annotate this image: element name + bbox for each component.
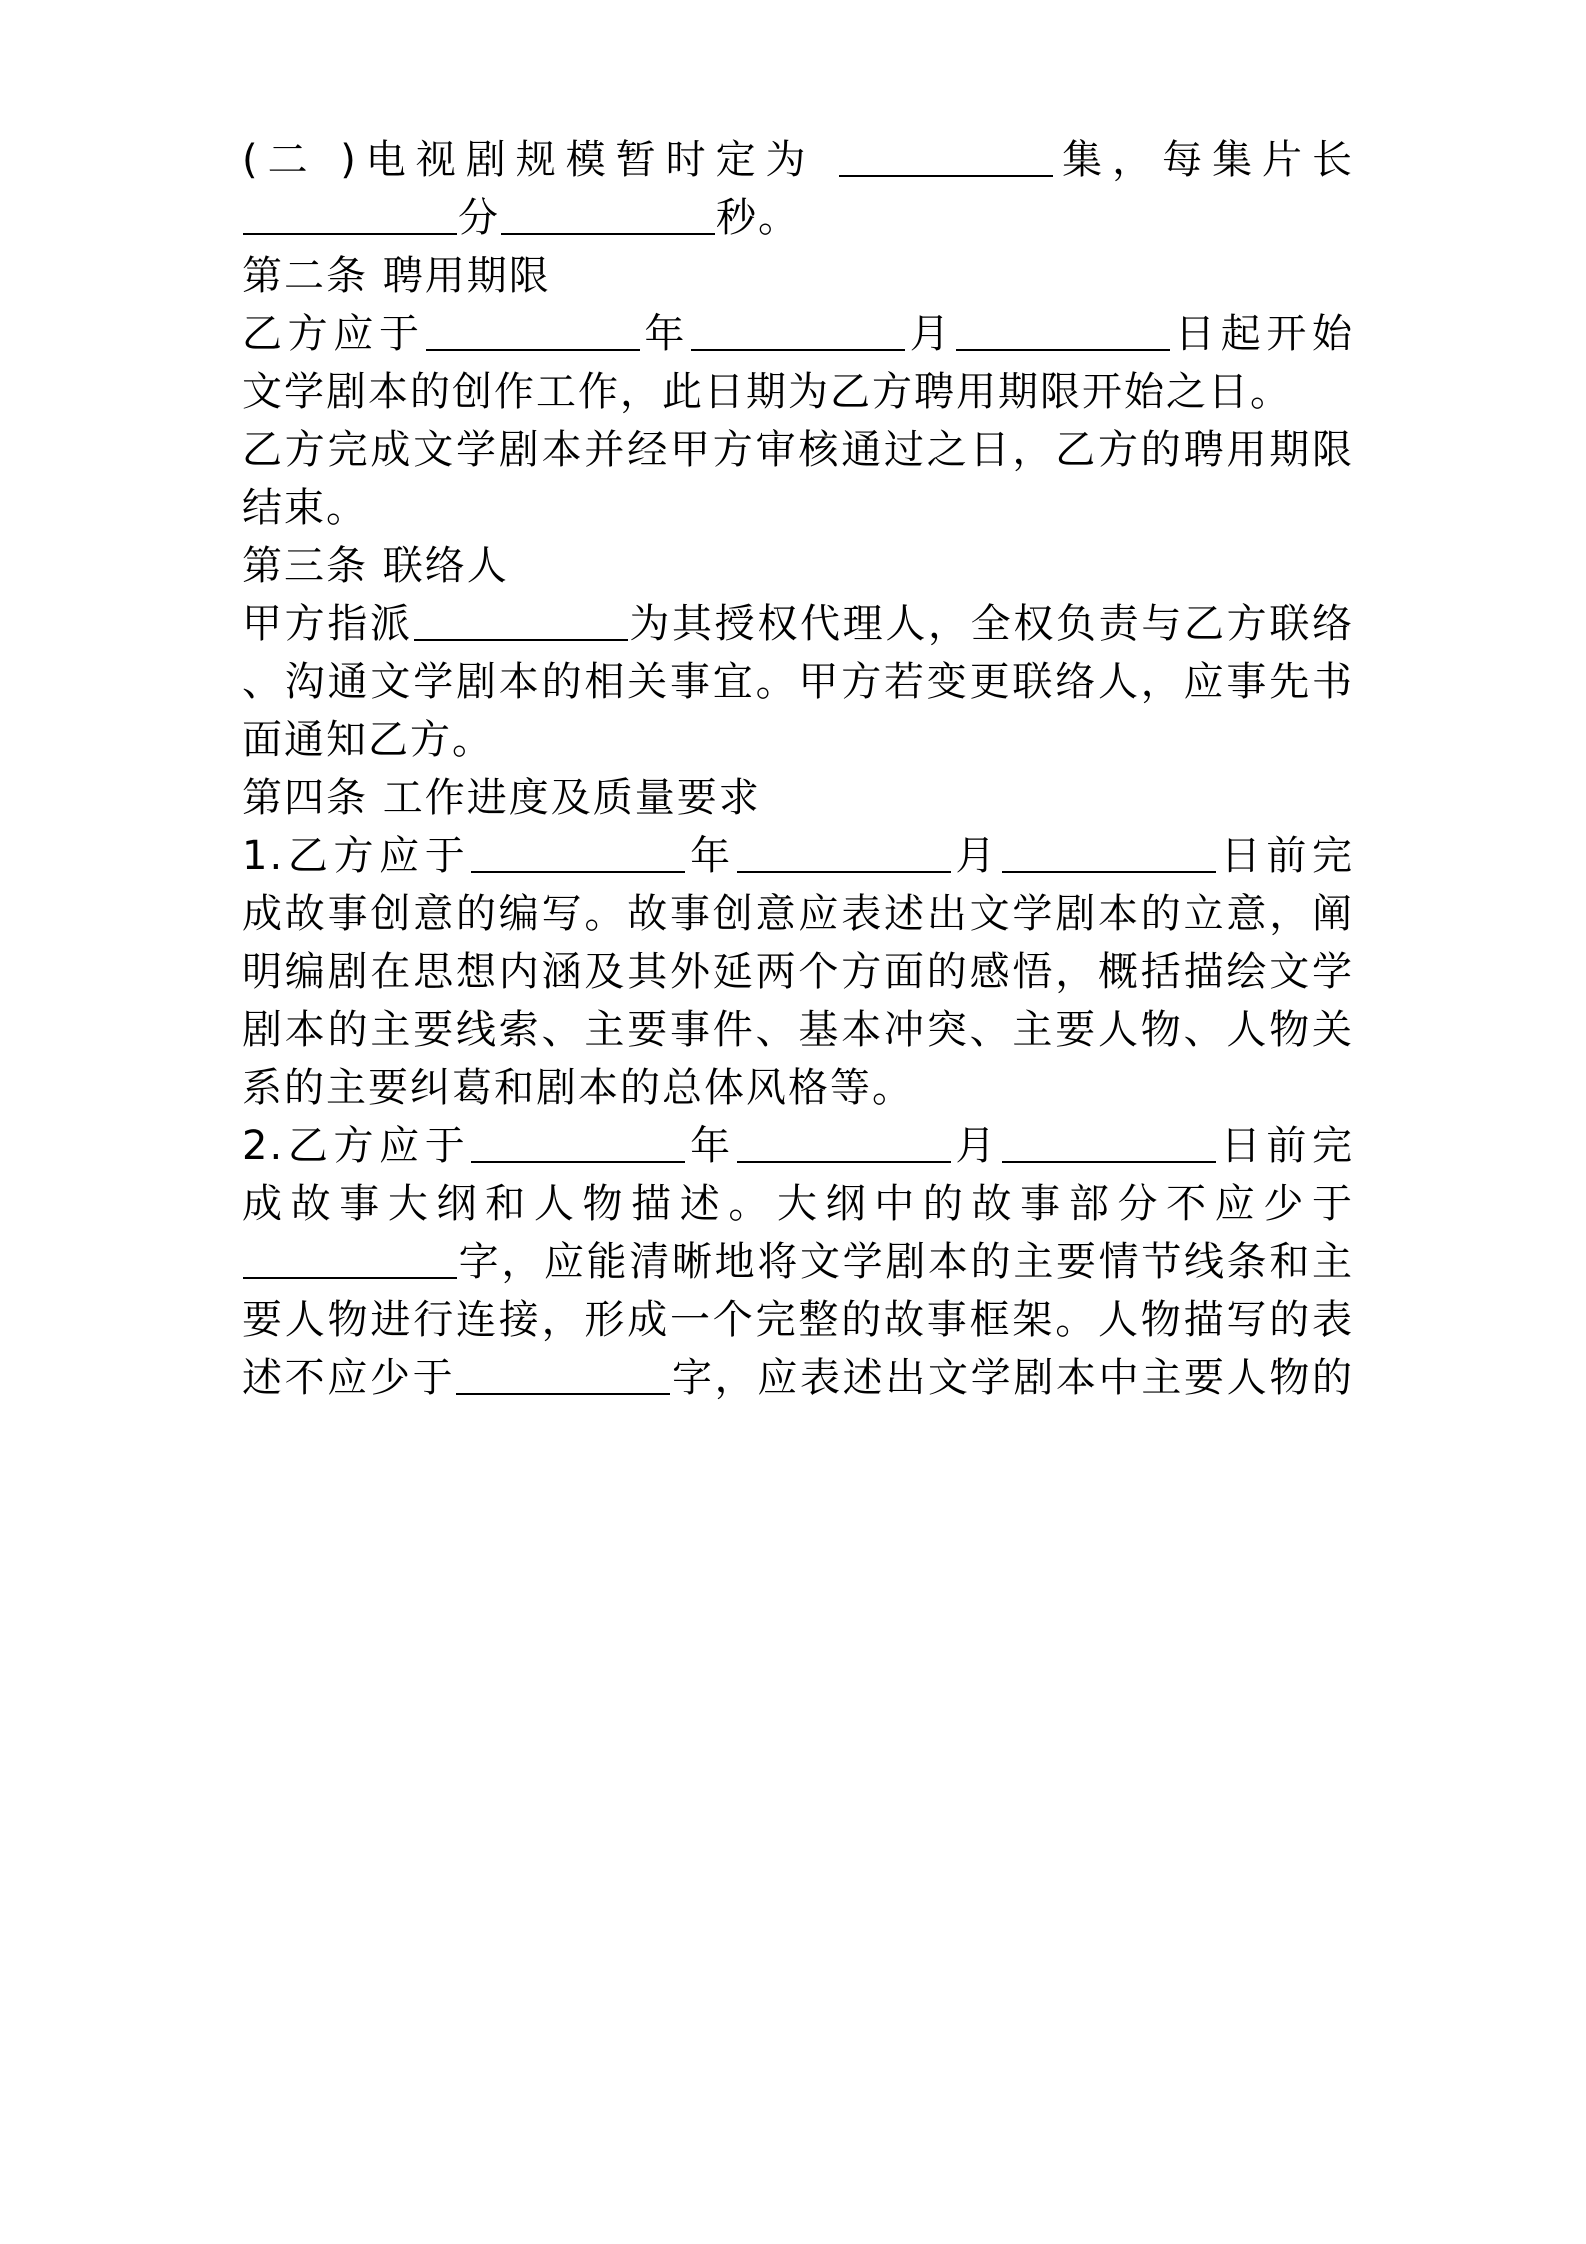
fill-blank[interactable] xyxy=(456,1353,670,1395)
text-segment: 集，每集片长 xyxy=(1054,137,1355,183)
text-segment: 秒。 xyxy=(716,195,800,241)
text-segment: (二 )电视剧规模暂时定为 xyxy=(242,137,839,183)
section-heading: 第二条 聘用期限 xyxy=(242,253,551,299)
fill-blank[interactable] xyxy=(471,1121,685,1163)
text-segment: 日前完 xyxy=(1217,1123,1355,1169)
fill-blank[interactable] xyxy=(243,1237,457,1279)
fill-blank[interactable] xyxy=(501,193,715,235)
text-segment: 日前完 xyxy=(1217,833,1355,879)
section-heading: 第三条 联络人 xyxy=(242,543,509,589)
fill-blank[interactable] xyxy=(956,309,1170,351)
text-segment: 述不应少于 xyxy=(242,1355,456,1401)
fill-blank[interactable] xyxy=(471,831,685,873)
text-segment: 分 xyxy=(458,195,500,241)
text-line: 文学剧本的创作工作，此日期为乙方聘用期限开始之日。 xyxy=(242,369,1292,415)
text-line: 要人物进行连接，形成一个完整的故事框架。人物描写的表 xyxy=(242,1297,1354,1343)
text-segment: 年 xyxy=(686,833,736,879)
text-line: 结束。 xyxy=(242,485,368,531)
text-line: 乙方完成文学剧本并经甲方审核通过之日，乙方的聘用期限 xyxy=(242,427,1354,473)
text-segment: 字，应表述出文学剧本中主要人物的 xyxy=(671,1355,1355,1401)
fill-blank[interactable] xyxy=(737,831,951,873)
text-segment: 字，应能清晰地将文学剧本的主要情节线条和主 xyxy=(458,1239,1354,1285)
fill-blank[interactable] xyxy=(414,599,628,641)
fill-blank[interactable] xyxy=(243,193,457,235)
text-line: 明编剧在思想内涵及其外延两个方面的感悟，概括描绘文学 xyxy=(242,949,1354,995)
fill-blank[interactable] xyxy=(691,309,905,351)
fill-blank[interactable] xyxy=(1002,831,1216,873)
text-segment: 甲方指派 xyxy=(242,601,413,647)
text-line: 成故事创意的编写。故事创意应表述出文学剧本的立意，阐 xyxy=(242,891,1354,937)
text-segment: 2.乙方应于 xyxy=(242,1123,471,1169)
section-heading: 第四条 工作进度及质量要求 xyxy=(242,775,761,821)
text-segment: 月 xyxy=(951,833,1002,879)
text-segment: 月 xyxy=(951,1123,1002,1169)
text-segment: 为其授权代理人，全权负责与乙方联络 xyxy=(628,601,1355,647)
text-segment: 日起开始 xyxy=(1171,311,1355,357)
text-line: 、沟通文学剧本的相关事宜。甲方若变更联络人，应事先书 xyxy=(242,659,1354,705)
text-segment: 月 xyxy=(906,311,956,357)
text-segment: 乙方应于 xyxy=(242,311,425,357)
text-segment: 年 xyxy=(640,311,691,357)
fill-blank[interactable] xyxy=(426,309,640,351)
text-segment: 1.乙方应于 xyxy=(242,833,471,879)
text-line xyxy=(242,1336,1354,1420)
text-segment: 年 xyxy=(686,1123,736,1169)
text-line: 成故事大纲和人物描述。大纲中的故事部分不应少于 xyxy=(242,1181,1354,1227)
text-line: 面通知乙方。 xyxy=(242,717,494,763)
text-line: 剧本的主要线索、主要事件、基本冲突、主要人物、人物关 xyxy=(242,1007,1354,1053)
text-line: 系的主要纠葛和剧本的总体风格等。 xyxy=(242,1065,914,1111)
fill-blank[interactable] xyxy=(737,1121,951,1163)
fill-blank[interactable] xyxy=(1002,1121,1216,1163)
fill-blank[interactable] xyxy=(839,135,1053,177)
